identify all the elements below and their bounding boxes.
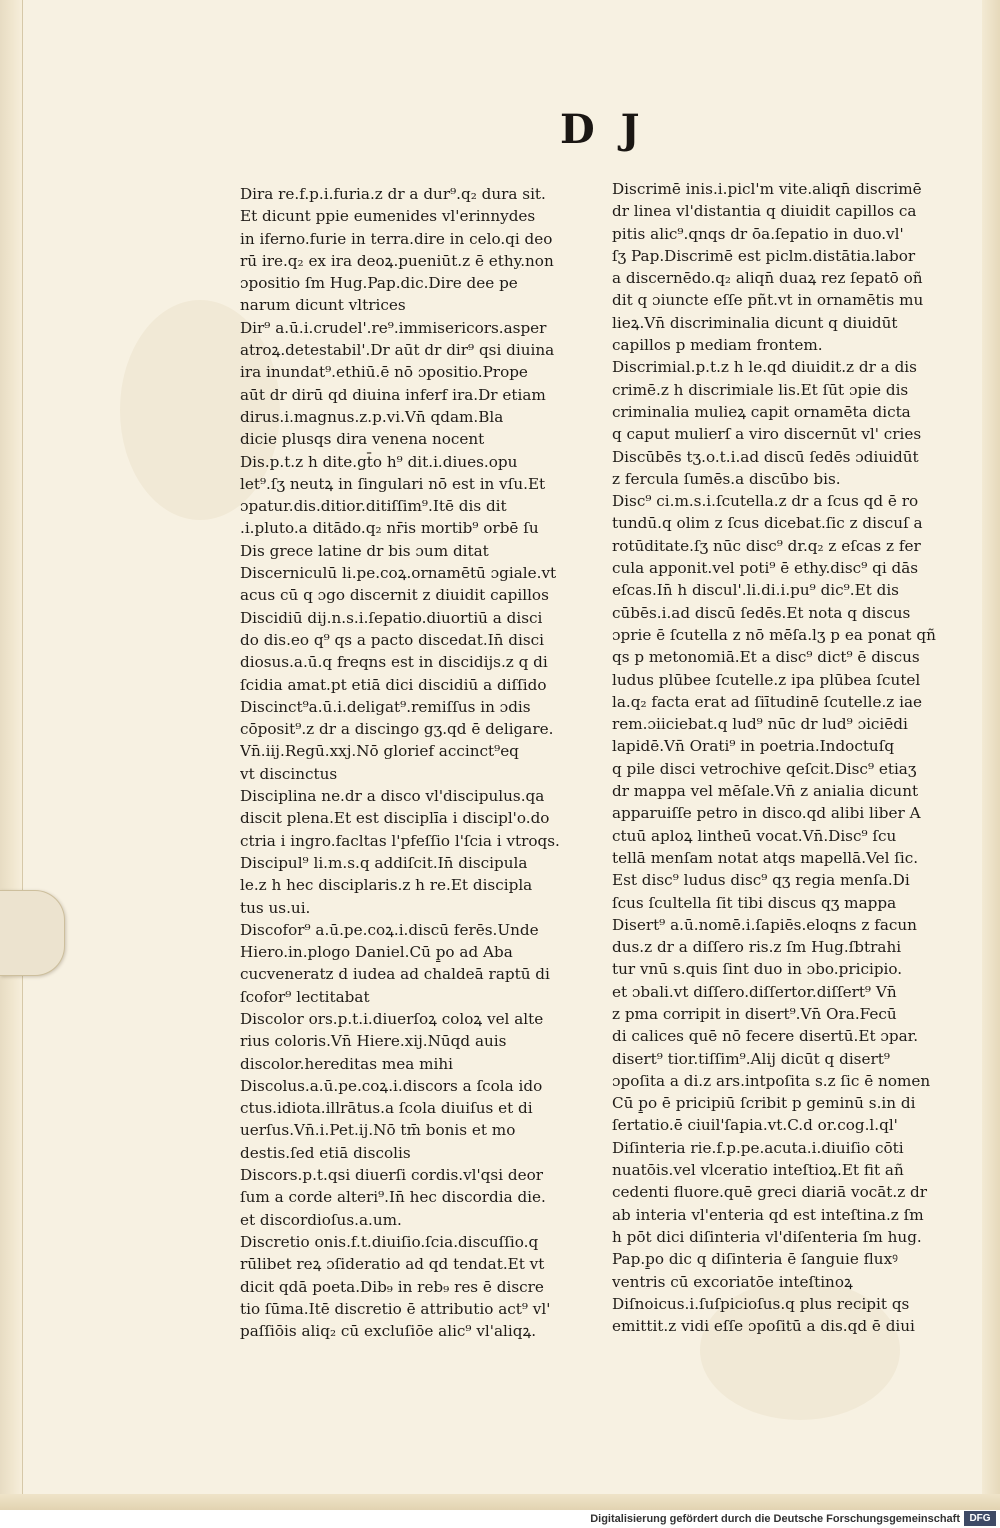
text-line: .i.pluto.a ditādo.q₂ nr̄is mortib⁹ orbē ſu [240, 519, 539, 538]
text-line: dus.z dr a diſſero ris.z ſm Hug.ſbtrahi [612, 938, 902, 957]
text-line: a discernēdo.q₂ aliqn̄ duaꝝ rez ſepatō oñ [612, 269, 923, 288]
text-line: discolor.hereditas mea mihi [240, 1054, 453, 1073]
text-line: Disert⁹ a.ū.nomē.i.ſapiēs.eloqns z facun [612, 915, 917, 934]
text-line: capillos p mediam frontem. [612, 336, 823, 355]
text-line: q pile disci vetrochive qeſcit.Disc⁹ etiaʒ [612, 759, 917, 778]
text-line: Discerniculū li.pe.coꝝ.ornamētū ɔgiale.vt [240, 564, 557, 583]
text-line: apparuiſſe petro in disco.qd alibi liber A [612, 804, 921, 823]
text-line: z fercula ſumēs.a discūbo bis. [612, 469, 841, 488]
text-line: ludus plūbee ſcutelle.z ipa plūbea ſcutel [612, 670, 921, 689]
page-bottom-edge [0, 1494, 1000, 1510]
text-line: tundū.q olim z ſcus dicebat.ſic z discuſ a [612, 514, 923, 533]
text-line: ɔprie ē ſcutella z nō mēſa.lʒ p ea ponat qñ [612, 625, 936, 644]
text-line: Vn̄.iij.Regū.xxj.Nō glorief accinct⁹eq [240, 742, 519, 761]
text-line: Discrimē inis.i.picl'm vite.aliqn̄ discrimē [612, 180, 922, 198]
text-line: dr linea vl'distantia q diuidit capillos ca [612, 202, 917, 221]
text-line: dirus.i.magnus.z.p.vi.Vn̄ qdam.Bla [240, 407, 504, 426]
text-line: acus cū q ɔgo discernit z diuidit capillos [240, 586, 549, 605]
text-line: dr mappa vel mēſale.Vn̄ z anialia dicunt [612, 782, 919, 801]
text-line: Diſinteria rie.f.p.pe.acuta.i.diuiſio cōti [612, 1138, 904, 1157]
text-line: et discordioſus.a.um. [240, 1210, 402, 1229]
text-line: ctuū aploꝝ lintheū vocat.Vn̄.Disc⁹ ſcu [612, 826, 897, 845]
text-line: Discolus.a.ū.pe.coꝝ.i.discors a ſcola ido [240, 1076, 543, 1095]
text-line: Dira re.f.p.i.furia.z dr a dur⁹.q₂ dura sit. [240, 185, 546, 203]
page-left-edge [0, 0, 23, 1510]
text-line: ɔpatur.dis.ditior.ditiſſim⁹.Itē dis dit [240, 497, 507, 516]
page-tab-marker [0, 890, 65, 976]
text-line: nuatōis.vel vlceratio inteſtioꝝ.Et fit añ [612, 1161, 904, 1180]
text-line: emittit.z vidi eſſe ɔpoſitū a dis.qd ē diui [612, 1317, 915, 1336]
text-line: cedenti fluore.quē greci diariā vocāt.z dr [612, 1183, 928, 1202]
text-line: Hiero.in.plogo Daniel.Cū p̱o ad Aba [240, 943, 513, 962]
text-line: rū ire.q₂ ex ira deoꝝ.pueniūt.z ē ethy.non [240, 251, 554, 270]
text-line: la.q₂ facta erat ad ſiītudinē ſcutelle.z iae [612, 692, 923, 711]
text-line: Disc⁹ ci.m.s.i.ſcutella.z dr a ſcus qd ē ro [612, 492, 919, 511]
text-line: Cū p̱o ē pricipiū ſcribit p geminū s.in di [612, 1094, 916, 1113]
text-line: Et dicunt ppie eumenides vl'erinnydes [240, 207, 536, 226]
text-line: disert⁹ tior.tiſſim⁹.Alij dicūt q disert⁹ [612, 1049, 890, 1068]
text-line: destis.ſed etiā discolis [240, 1143, 411, 1162]
text-line: Est disc⁹ ludus disc⁹ qʒ regia menſa.Di [612, 871, 910, 890]
text-line: tur vnū s.quis ſint duo in ɔbo.pricipio. [612, 960, 903, 979]
text-line: ſcofor⁹ lectitabat [240, 987, 370, 1006]
text-line: discit plena.Et est disciplīa i discipl'o.do [240, 809, 550, 828]
text-line: ſcidia amat.pt etiā dici discidiū a diſſido [240, 675, 547, 694]
text-line: do dis.eo q⁹ qs a pacto discedat.In̄ disci [240, 630, 544, 649]
text-line: Diſnoicus.i.ſuſpicioſus.q plus recipit qs [612, 1294, 910, 1313]
text-line: ſʒ Pap.Discrimē est piclm.distātia.labor [612, 246, 916, 265]
text-line: ab interia vl'enteria qd est inteſtina.z ſm [612, 1205, 924, 1224]
text-line: q caput mulierſ a viro discernūt vl' cries [612, 425, 922, 444]
text-line: Discrimial.p.t.z h le.qd diuidit.z dr a dis [612, 358, 917, 377]
page-right-edge [982, 0, 1000, 1510]
text-line: et ɔbali.vt diſſero.diſſertor.diſſert⁹ Vn̄ [612, 982, 897, 1001]
text-line: rūlibet reꝝ ɔſideratio ad qd tendat.Et vt [240, 1255, 545, 1274]
text-line: eſcas.In̄ h discul'.li.di.i.pu⁹ dic⁹.Et dis [612, 581, 899, 600]
text-line: Pap.p̱o dic q diſinteria ē ſanguie fluxꝰ [612, 1250, 898, 1269]
text-line: diosus.a.ū.q freqns est in discidijs.z q di [240, 653, 548, 672]
text-line: di calices quē nō fecere disertū.Et ɔpar. [612, 1027, 919, 1046]
text-line: let⁹.ſʒ neutꝝ in ſingulari nō est in vſu.Et [240, 474, 546, 493]
text-line: dit q ɔiuncte eſſe pñt.vt in ornamētis mu [612, 291, 924, 310]
text-line: ctria i ingro.facltas l'pfeſſio l'ſcia i vtroqs. [240, 831, 560, 850]
text-line: cula apponit.vel poti⁹ ē ethy.disc⁹ qi dās [612, 559, 919, 578]
text-line: lieꝝ.Vn̄ discriminalia dicunt q diuidūt [612, 313, 898, 332]
text-line: rius coloris.Vn̄ Hiere.xij.Nūqd auis [240, 1032, 507, 1051]
left-text-column [240, 183, 605, 1342]
footer-bar [0, 1510, 1000, 1528]
text-line: ɔpoſita a di.z ars.intpoſita s.z ſic ē nomen [612, 1071, 931, 1090]
text-line: uerſus.Vn̄.i.Pet.ij.Nō tm̄ bonis et mo [240, 1121, 516, 1140]
dfg-logo: DFG [964, 1511, 996, 1526]
text-line: cōposit⁹.z dr a discingo gʒ.qd ē deligare. [240, 720, 554, 739]
text-line: criminalia mulieꝝ capit ornamēta dicta [612, 402, 911, 421]
text-line: ſum a corde alteri⁹.In̄ hec discordia die. [240, 1188, 546, 1207]
text-line: ſcus ſcultella ſit tibi discus qʒ mappa [612, 893, 897, 912]
text-line: ventris cū excoriatōe inteſtinoꝝ [612, 1272, 853, 1291]
text-line: narum dicunt vltrices [240, 296, 406, 315]
text-line: atroꝝ.detestabil'.Dr aūt dr dir⁹ qsi diuina [240, 341, 555, 360]
text-line: in iferno.furie in terra.dire in celo.qi deo [240, 229, 553, 248]
text-line: Discūbēs tʒ.o.t.i.ad discū ſedēs ɔdiuidūt [612, 447, 919, 466]
text-line: cucveneratz d iudea ad chaldeā raptū di [240, 965, 550, 984]
text-line: h pōt dici diſinteria vl'diſenteria ſm hug. [612, 1227, 922, 1246]
text-line: Discinct⁹a.ū.i.deligat⁹.remiſſus in ɔdis [240, 697, 531, 716]
text-line: aūt dr dirū qd diuina inferf ira.Dr etiam [240, 385, 546, 404]
text-line: lapidē.Vn̄ Orati⁹ in poetria.Indoctuſq [612, 737, 895, 756]
text-line: tus us.ui. [240, 898, 311, 917]
text-line: cūbēs.i.ad discū ſedēs.Et nota q discus [612, 603, 911, 622]
text-line: z pma corripit in disert⁹.Vn̄ Ora.Fecū [612, 1004, 897, 1023]
right-text-column [612, 178, 964, 1337]
text-line: Dir⁹ a.ū.i.crudel'.re⁹.immisericors.asper [240, 318, 547, 337]
text-line: vt discinctus [240, 764, 338, 783]
text-line: Discipul⁹ li.m.s.q addiſcit.In̄ discipula [240, 853, 528, 872]
text-line: dicit qdā poeta.Dib₉ in reb₉ res ē discre [240, 1277, 544, 1296]
text-line: Dis grece latine dr bis ɔum ditat [240, 541, 489, 560]
text-line: ɔpositio ſm Hug.Pap.dic.Dire dee pe [240, 274, 518, 293]
text-line: qs p metonomiā.Et a disc⁹ dict⁹ ē discus [612, 648, 920, 667]
text-line: dicie plusqs dira venena nocent [240, 430, 485, 449]
page-signature: D J [560, 106, 646, 153]
text-line: Disciplina ne.dr a disco vl'discipulus.qa [240, 787, 545, 806]
text-line: Discors.p.t.qsi diuerſi cordis.vl'qsi deor [240, 1166, 543, 1185]
text-line: ctus.idiota.illrātus.a ſcola diuiſus et di [240, 1099, 533, 1118]
text-line: ira inundat⁹.ethiū.ē nō ɔpositio.Prope [240, 363, 528, 382]
text-line: Dis.p.t.z h dite.gt̄o h⁹ dit.i.diues.opu [240, 452, 518, 471]
text-line: rotūditate.ſʒ nūc disc⁹ dr.q₂ z eſcas z fer [612, 536, 921, 555]
text-line: Discofor⁹ a.ū.pe.coꝝ.i.discū ferēs.Unde [240, 920, 539, 939]
text-line: crimē.z h discrimiale lis.Et ſūt ɔpie dis [612, 380, 909, 399]
text-line: Discidiū dij.n.s.i.ſepatio.diuortiū a disci [240, 608, 543, 627]
digitization-credit: Digitalisierung gefördert durch die Deutsche Forschungsgemeinschaft [590, 1513, 960, 1525]
text-line: le.z h hec disciplaris.z h re.Et discipla [240, 876, 533, 895]
text-line: Discretio onis.f.t.diuiſio.ſcia.discuſſio.q [240, 1232, 539, 1251]
text-line: rem.ɔiiciebat.q lud⁹ nūc dr lud⁹ ɔiciēdi [612, 715, 908, 734]
text-line: Discolor ors.p.t.i.diuerſoꝝ coloꝝ vel alte [240, 1009, 544, 1028]
text-line: tio ſūma.Itē discretio ē attributio act⁹ vl' [240, 1299, 551, 1318]
text-line: ſertatio.ē ciuil'ſapia.vt.C.d or.cog.l.ql' [612, 1116, 898, 1135]
text-line: tellā menſam notat atqs mapellā.Vel ſic. [612, 848, 919, 867]
text-line: paſſiōis aliq₂ cū excluſiōe alic⁹ vl'aliqꝝ. [240, 1322, 537, 1341]
text-line: pitis alic⁹.qnqs dr ōa.ſepatio in duo.vl' [612, 224, 904, 243]
